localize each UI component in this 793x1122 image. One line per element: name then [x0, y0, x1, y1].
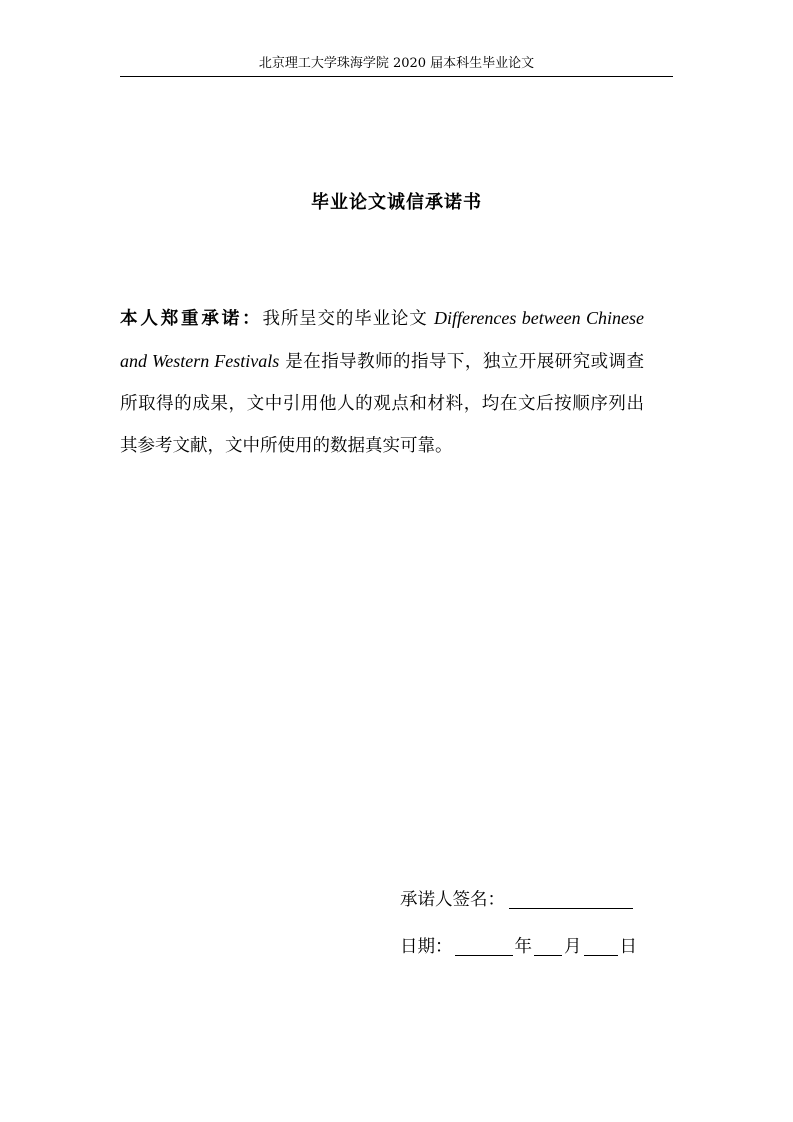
thesis-title: Differences between Chinese and Western Festivals — [120, 308, 645, 371]
date-label: 日期： — [400, 937, 453, 957]
signature-block — [400, 882, 637, 976]
commitment-statement — [120, 297, 644, 467]
date-row — [400, 929, 637, 976]
month-label: 月 — [564, 937, 582, 957]
document-title: 毕业论文诚信承诺书 — [311, 192, 482, 213]
signature-blank — [509, 886, 633, 909]
statement-lead: 本人郑重承诺： — [120, 309, 263, 329]
signature-label: 承诺人签名： — [400, 890, 505, 910]
page-header: 北京理工大学珠海学院 2020 届本科生毕业论文 — [120, 52, 673, 77]
month-blank — [534, 933, 562, 956]
statement-intro: 我所呈交的毕业论文 — [262, 309, 435, 329]
day-label: 日 — [619, 937, 637, 957]
day-blank — [584, 933, 618, 956]
signature-row — [400, 882, 637, 929]
year-blank — [455, 933, 513, 956]
statement-body: 是在指导教师的指导下，独立开展研究或调查所取得的成果，文中引用他人的观点和材料，均在文后按顺序列出其参考文献，文中所使用的数据真实可靠。 — [120, 352, 645, 456]
year-label: 年 — [514, 937, 532, 957]
